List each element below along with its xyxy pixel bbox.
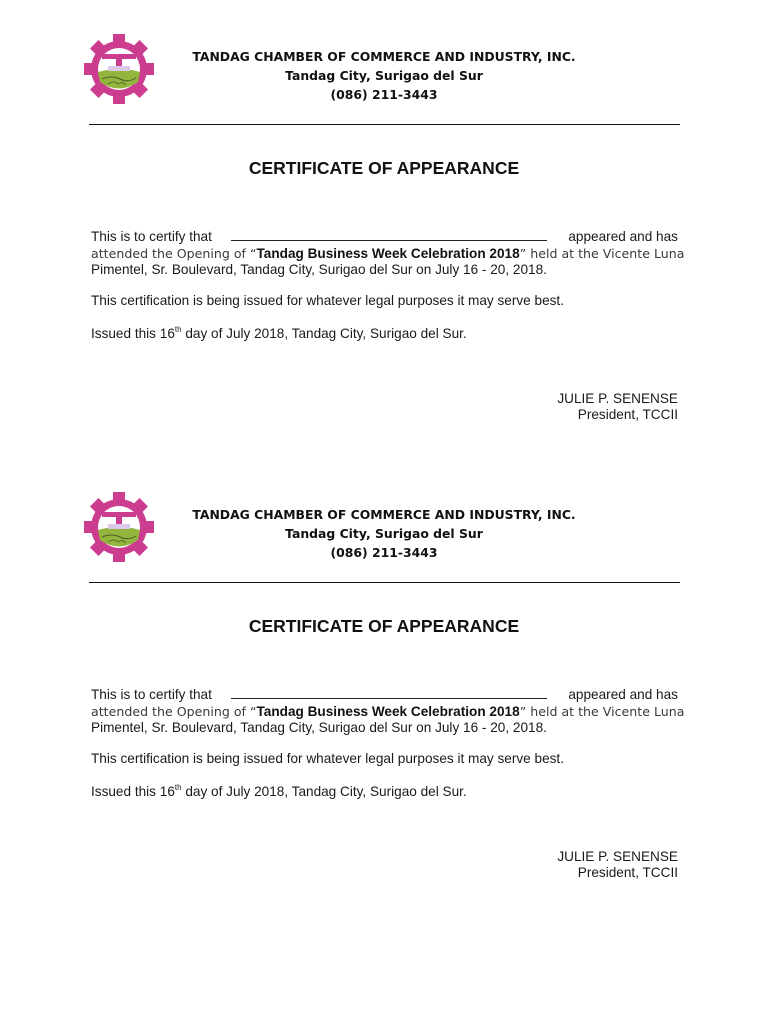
venue-text: ” held at the Vicente Luna	[519, 245, 685, 261]
org-phone: (086) 211-3443	[330, 545, 438, 560]
issued-pre: Issued this 16	[91, 784, 175, 799]
signatory-name: JULIE P. SENENSE	[557, 391, 678, 406]
header-divider	[89, 124, 680, 125]
venue-text: ” held at the Vicente Luna	[519, 703, 685, 719]
issued-suffix: th	[174, 325, 182, 334]
org-header	[150, 505, 618, 562]
issued-pre: Issued this 16	[91, 326, 175, 341]
signatory-title: President, TCCII	[577, 407, 678, 422]
certification-paragraph	[91, 228, 685, 279]
chamber-seal-icon	[82, 32, 156, 106]
certify-tail: appeared and has	[568, 687, 678, 702]
signature-block	[420, 391, 678, 423]
org-header	[150, 47, 618, 104]
issued-text	[91, 326, 678, 343]
org-name: TANDAG CHAMBER OF COMMERCE AND INDUSTRY, INC.	[192, 49, 576, 64]
venue-date-text: Pimentel, Sr. Boulevard, Tandag City, Surigao del Sur on July 16 - 20, 2018.	[91, 720, 547, 735]
issued-post: day of July 2018, Tandag City, Surigao del Sur.	[181, 784, 467, 799]
signature-block	[420, 849, 678, 881]
org-address: Tandag City, Surigao del Sur	[285, 526, 483, 541]
event-name: Tandag Business Week Celebration 2018	[256, 703, 520, 719]
purpose-text: This certification is being issued for whatever legal purposes it may serve best.	[91, 751, 564, 766]
signatory-name: JULIE P. SENENSE	[557, 849, 678, 864]
org-name: TANDAG CHAMBER OF COMMERCE AND INDUSTRY, INC.	[192, 507, 576, 522]
certificate-2	[0, 458, 768, 928]
event-name: Tandag Business Week Celebration 2018	[256, 245, 520, 261]
attended-text: attended the Opening of “	[91, 703, 257, 719]
header-divider	[89, 582, 680, 583]
certificate-title: CERTIFICATE OF APPEARANCE	[248, 158, 520, 178]
certify-lead: This is to certify that	[91, 687, 212, 702]
certificate-title: CERTIFICATE OF APPEARANCE	[248, 616, 520, 636]
org-address: Tandag City, Surigao del Sur	[285, 68, 483, 83]
name-blank-line	[231, 228, 547, 241]
certification-paragraph	[91, 686, 685, 737]
signatory-title: President, TCCII	[577, 865, 678, 880]
issued-post: day of July 2018, Tandag City, Surigao del Sur.	[181, 326, 467, 341]
attended-text: attended the Opening of “	[91, 245, 257, 261]
venue-date-text: Pimentel, Sr. Boulevard, Tandag City, Surigao del Sur on July 16 - 20, 2018.	[91, 262, 547, 277]
org-phone: (086) 211-3443	[330, 87, 438, 102]
issued-text	[91, 784, 678, 801]
issued-suffix: th	[174, 783, 182, 792]
certificate-1	[0, 0, 768, 470]
certify-lead: This is to certify that	[91, 229, 212, 244]
purpose-text: This certification is being issued for whatever legal purposes it may serve best.	[91, 293, 564, 308]
certify-tail: appeared and has	[568, 229, 678, 244]
name-blank-line	[231, 686, 547, 699]
chamber-seal-icon	[82, 490, 156, 564]
